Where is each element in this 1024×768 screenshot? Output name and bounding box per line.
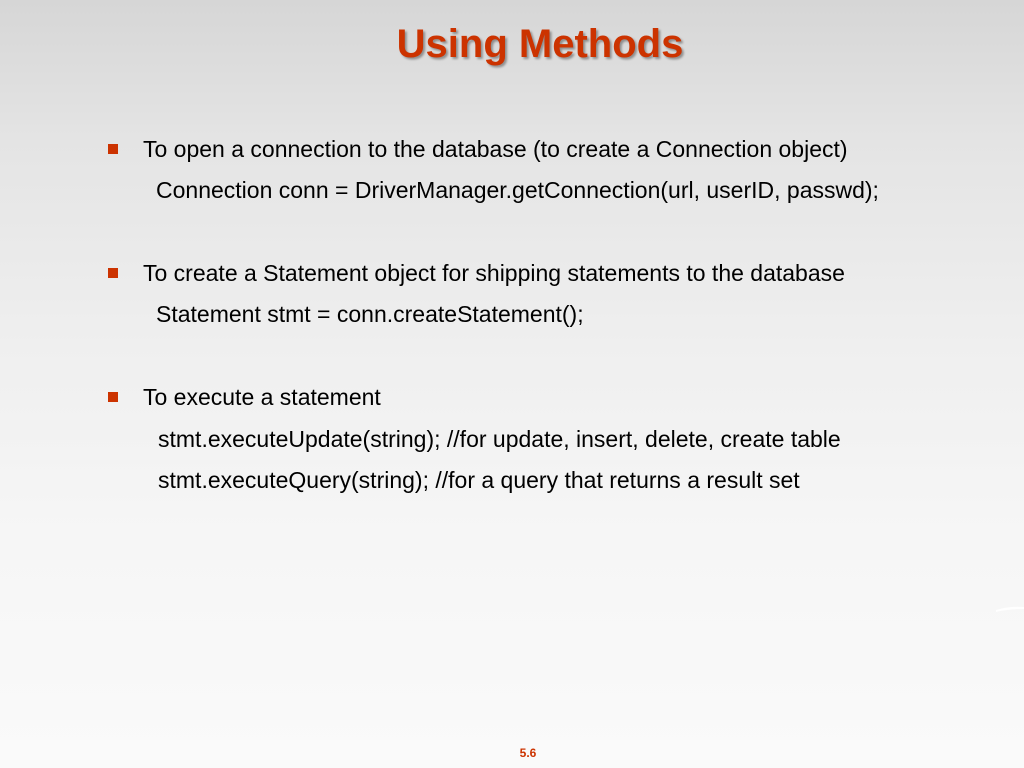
square-bullet-icon: [108, 392, 118, 402]
bullet-text: To open a connection to the database (to create a Connection object): [143, 135, 848, 162]
square-bullet-icon: [108, 144, 118, 154]
page-number: 5.6: [519, 746, 537, 760]
bullet-item: [108, 134, 848, 164]
code-line: Statement stmt = conn.createStatement();: [156, 301, 584, 327]
square-bullet-icon: [108, 268, 118, 278]
slide-title: Using Methods: [396, 22, 684, 66]
code-line: stmt.executeQuery(string); //for a query that returns a result set: [158, 467, 800, 493]
decorative-swoosh-icon: [994, 600, 1024, 620]
bullet-item: [108, 258, 845, 288]
code-line: stmt.executeUpdate(string); //for update, insert, delete, create table: [158, 426, 841, 452]
bullet-text: To create a Statement object for shipping statements to the database: [143, 259, 845, 286]
code-line: Connection conn = DriverManager.getConnection(url, userID, passwd);: [156, 177, 879, 203]
bullet-item: [108, 382, 381, 412]
bullet-text: To execute a statement: [143, 383, 381, 410]
